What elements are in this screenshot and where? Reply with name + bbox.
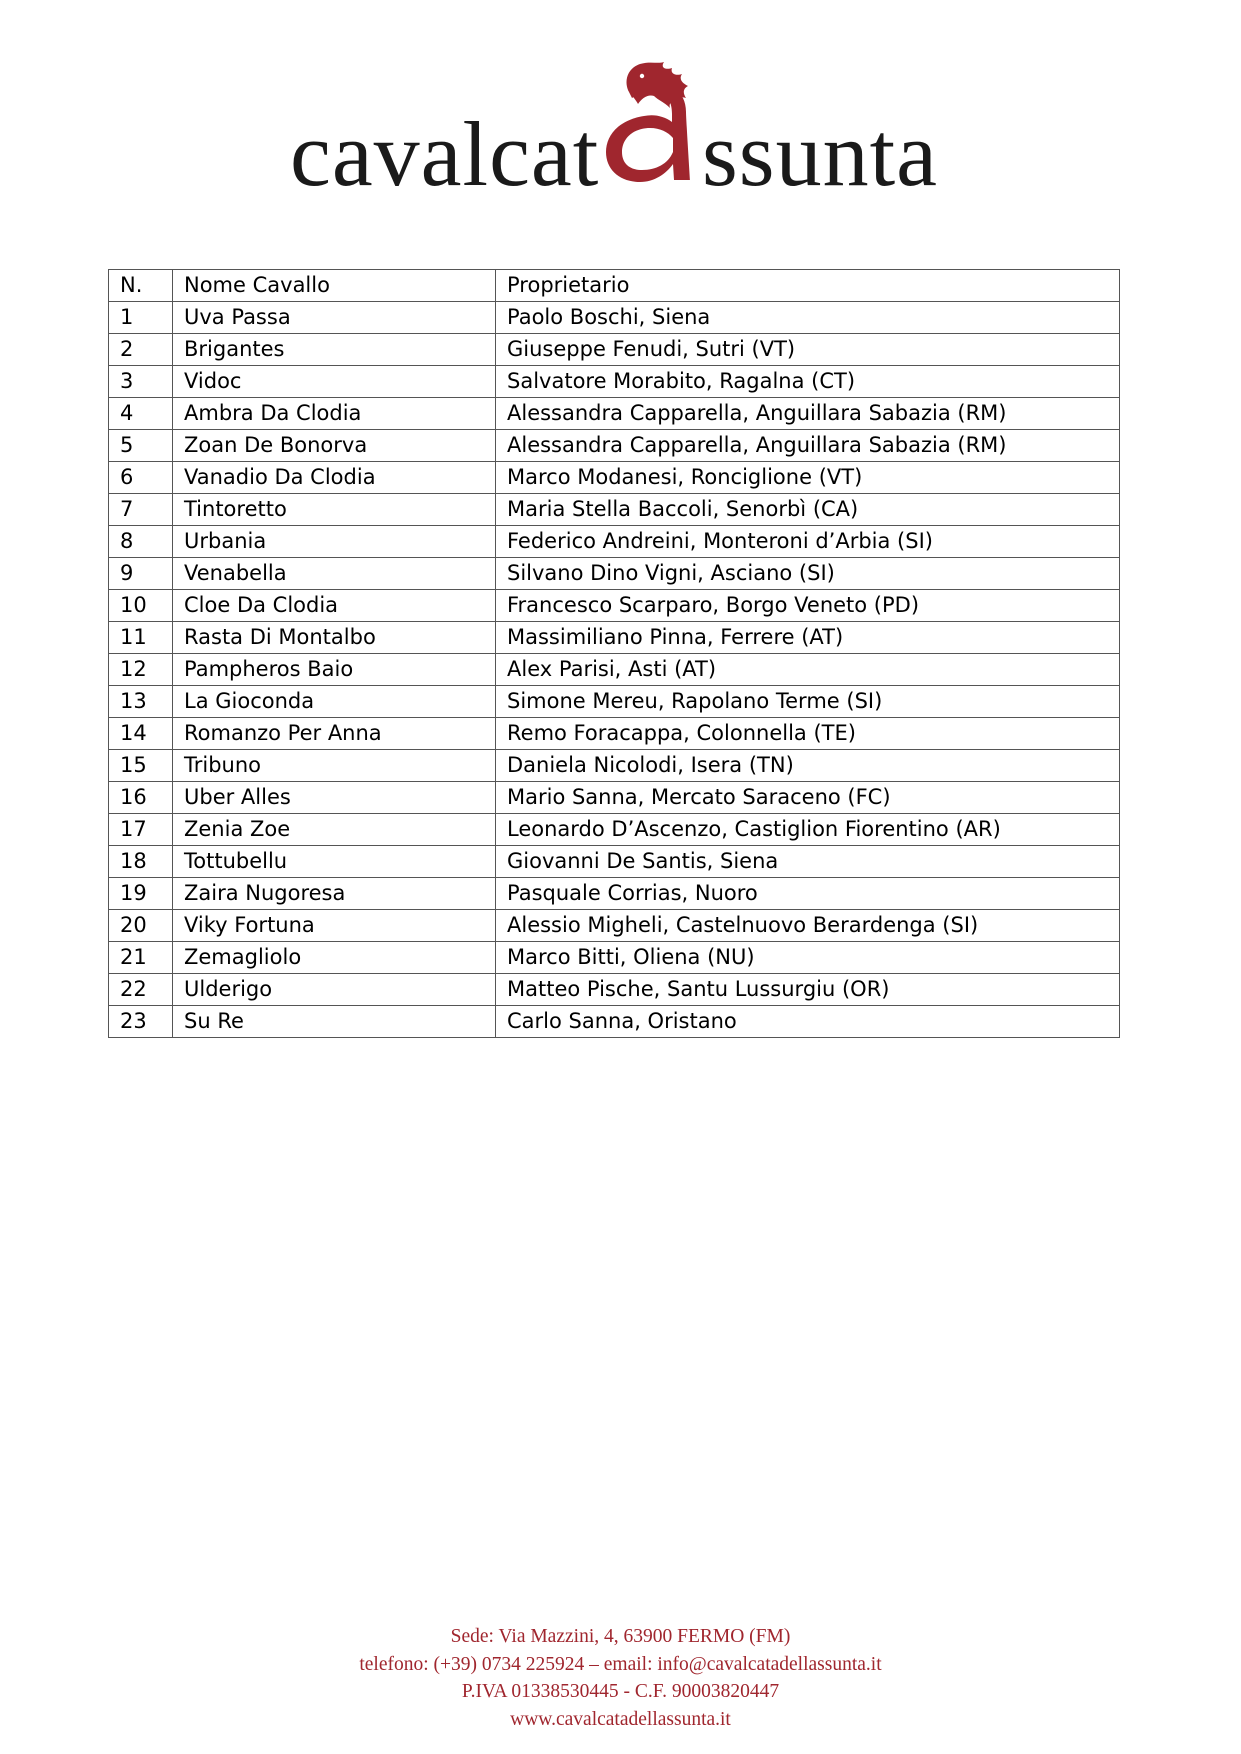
- table-row: [109, 430, 1120, 462]
- cell-number: 3: [109, 366, 173, 398]
- page-footer: [0, 1623, 1241, 1733]
- cell-horse-name: Vidoc: [173, 366, 496, 398]
- cell-horse-name: Su Re: [173, 1006, 496, 1038]
- header-owner: Proprietario: [496, 270, 1120, 302]
- cell-owner: Salvatore Morabito, Ragalna (CT): [496, 366, 1120, 398]
- cell-number: 12: [109, 654, 173, 686]
- cell-owner: Mario Sanna, Mercato Saraceno (FC): [496, 782, 1120, 814]
- cell-owner: Leonardo D’Ascenzo, Castiglion Fiorentino (AR): [496, 814, 1120, 846]
- cell-owner: Alex Parisi, Asti (AT): [496, 654, 1120, 686]
- table-row: [109, 750, 1120, 782]
- footer-website: www.cavalcatadellassunta.it: [510, 1708, 731, 1730]
- cell-number: 13: [109, 686, 173, 718]
- table-row: [109, 590, 1120, 622]
- cell-owner: Pasquale Corrias, Nuoro: [496, 878, 1120, 910]
- header-number: N.: [109, 270, 173, 302]
- table-row: [109, 782, 1120, 814]
- table-row: [109, 654, 1120, 686]
- cell-horse-name: Romanzo Per Anna: [173, 718, 496, 750]
- cell-number: 19: [109, 878, 173, 910]
- table-row: [109, 974, 1120, 1006]
- cell-number: 9: [109, 558, 173, 590]
- table-row: [109, 398, 1120, 430]
- cell-number: 6: [109, 462, 173, 494]
- cell-number: 7: [109, 494, 173, 526]
- cell-owner: Matteo Pische, Santu Lussurgiu (OR): [496, 974, 1120, 1006]
- table-row: [109, 462, 1120, 494]
- cell-horse-name: Venabella: [173, 558, 496, 590]
- cell-horse-name: Urbania: [173, 526, 496, 558]
- cell-horse-name: Zoan De Bonorva: [173, 430, 496, 462]
- table-row: [109, 686, 1120, 718]
- cell-horse-name: Ambra Da Clodia: [173, 398, 496, 430]
- cell-horse-name: Zenia Zoe: [173, 814, 496, 846]
- cell-horse-name: Vanadio Da Clodia: [173, 462, 496, 494]
- cell-number: 11: [109, 622, 173, 654]
- table-row: [109, 622, 1120, 654]
- cell-horse-name: Tribuno: [173, 750, 496, 782]
- cell-number: 2: [109, 334, 173, 366]
- cell-horse-name: Rasta Di Montalbo: [173, 622, 496, 654]
- cell-owner: Carlo Sanna, Oristano: [496, 1006, 1120, 1038]
- cell-number: 14: [109, 718, 173, 750]
- cell-owner: Federico Andreini, Monteroni d’Arbia (SI): [496, 526, 1120, 558]
- cell-horse-name: Viky Fortuna: [173, 910, 496, 942]
- cell-owner: Marco Bitti, Oliena (NU): [496, 942, 1120, 974]
- cell-owner: Massimiliano Pinna, Ferrere (AT): [496, 622, 1120, 654]
- table-row: [109, 878, 1120, 910]
- cell-owner: Alessio Migheli, Castelnuovo Berardenga (SI): [496, 910, 1120, 942]
- horses-table: [108, 269, 1120, 1038]
- table-row: [109, 1006, 1120, 1038]
- cell-owner: Remo Foracappa, Colonnella (TE): [496, 718, 1120, 750]
- cell-owner: Francesco Scarparo, Borgo Veneto (PD): [496, 590, 1120, 622]
- cell-number: 10: [109, 590, 173, 622]
- cell-number: 18: [109, 846, 173, 878]
- cell-horse-name: Zaira Nugoresa: [173, 878, 496, 910]
- cell-owner: Simone Mereu, Rapolano Terme (SI): [496, 686, 1120, 718]
- cell-horse-name: Cloe Da Clodia: [173, 590, 496, 622]
- cell-number: 21: [109, 942, 173, 974]
- cell-owner: Alessandra Capparella, Anguillara Sabazia (RM): [496, 430, 1120, 462]
- cell-horse-name: La Gioconda: [173, 686, 496, 718]
- footer-address: Sede: Via Mazzini, 4, 63900 FERMO (FM): [450, 1626, 791, 1647]
- table-row: [109, 814, 1120, 846]
- horse-head-a-logo-icon: [598, 60, 708, 184]
- table-row: [109, 302, 1120, 334]
- logo-text-left: cavalcat: [290, 103, 600, 205]
- table-header-row: [109, 270, 1120, 302]
- cell-horse-name: Pampheros Baio: [173, 654, 496, 686]
- cell-owner: Maria Stella Baccoli, Senorbì (CA): [496, 494, 1120, 526]
- cell-number: 22: [109, 974, 173, 1006]
- cell-number: 15: [109, 750, 173, 782]
- cell-horse-name: Tottubellu: [173, 846, 496, 878]
- table-row: [109, 846, 1120, 878]
- cell-number: 23: [109, 1006, 173, 1038]
- brand-logo: [290, 60, 970, 205]
- cell-number: 8: [109, 526, 173, 558]
- cell-number: 5: [109, 430, 173, 462]
- cell-owner: Silvano Dino Vigni, Asciano (SI): [496, 558, 1120, 590]
- table-row: [109, 366, 1120, 398]
- footer-tax-ids: P.IVA 01338530445 - C.F. 90003820447: [461, 1681, 780, 1702]
- table-row: [109, 558, 1120, 590]
- cell-owner: Alessandra Capparella, Anguillara Sabazia (RM): [496, 398, 1120, 430]
- cell-horse-name: Brigantes: [173, 334, 496, 366]
- cell-owner: Marco Modanesi, Ronciglione (VT): [496, 462, 1120, 494]
- cell-owner: Daniela Nicolodi, Isera (TN): [496, 750, 1120, 782]
- table-row: [109, 718, 1120, 750]
- footer-contacts: telefono: (+39) 0734 225924 – email: info@cavalcatadellassunta.it: [359, 1653, 882, 1675]
- cell-number: 20: [109, 910, 173, 942]
- cell-horse-name: Uva Passa: [173, 302, 496, 334]
- cell-horse-name: Uber Alles: [173, 782, 496, 814]
- header-horse-name: Nome Cavallo: [173, 270, 496, 302]
- table-row: [109, 334, 1120, 366]
- table-row: [109, 526, 1120, 558]
- cell-horse-name: Tintoretto: [173, 494, 496, 526]
- cell-owner: Giovanni De Santis, Siena: [496, 846, 1120, 878]
- cell-number: 16: [109, 782, 173, 814]
- cell-horse-name: Zemagliolo: [173, 942, 496, 974]
- table-row: [109, 910, 1120, 942]
- table-row: [109, 942, 1120, 974]
- cell-horse-name: Ulderigo: [173, 974, 496, 1006]
- cell-number: 1: [109, 302, 173, 334]
- table-row: [109, 494, 1120, 526]
- cell-owner: Giuseppe Fenudi, Sutri (VT): [496, 334, 1120, 366]
- cell-number: 17: [109, 814, 173, 846]
- cell-number: 4: [109, 398, 173, 430]
- cell-owner: Paolo Boschi, Siena: [496, 302, 1120, 334]
- logo-text-right: ssunta: [702, 103, 938, 205]
